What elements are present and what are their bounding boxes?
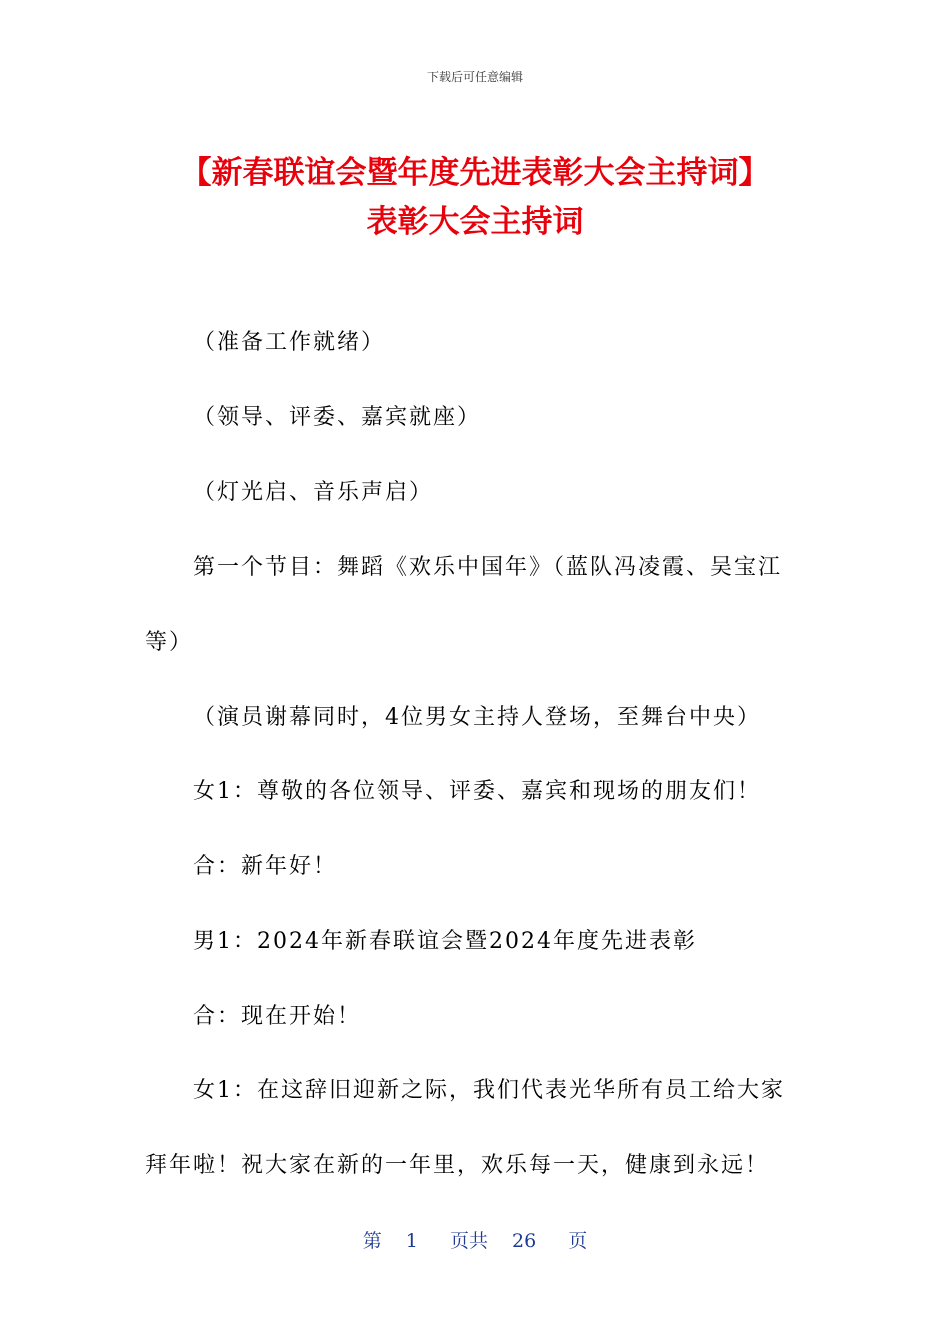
paragraph: 第一个节目：舞蹈《欢乐中国年》（蓝队冯凌霞、吴宝江: [193, 555, 783, 580]
footer-total-pages: 26: [512, 1230, 537, 1252]
paragraph: 男1：2024年新春联谊会暨2024年度先进表彰: [193, 929, 697, 954]
paragraph: （准备工作就绪）: [193, 330, 386, 355]
document-title-line1: 【新春联谊会暨年度先进表彰大会主持词】: [180, 155, 770, 191]
paragraph: 合：新年好！: [193, 854, 338, 879]
paragraph: 女1：尊敬的各位领导、评委、嘉宾和现场的朋友们！: [193, 779, 761, 804]
paragraph: 合：现在开始！: [193, 1004, 362, 1029]
paragraph: （领导、评委、嘉宾就座）: [193, 405, 482, 430]
paragraph: 女1：在这辞旧迎新之际，我们代表光华所有员工给大家: [193, 1078, 785, 1103]
page-footer: [0, 1226, 950, 1253]
paragraph: 拜年啦！祝大家在新的一年里，欢乐每一天，健康到永远！: [145, 1153, 770, 1178]
paragraph: （演员谢幕同时，4位男女主持人登场，至舞台中央）: [193, 705, 761, 730]
footer-middle: 页共: [449, 1230, 488, 1252]
footer-page-number: 1: [405, 1230, 418, 1252]
footer-prefix: 第: [362, 1230, 382, 1252]
paragraph: 等）: [145, 630, 194, 655]
paragraph: （灯光启、音乐声启）: [193, 480, 434, 505]
document-title-line2: 表彰大会主持词: [366, 204, 584, 240]
header-note: 下载后可任意编辑: [426, 70, 523, 84]
footer-suffix: 页: [568, 1230, 588, 1252]
